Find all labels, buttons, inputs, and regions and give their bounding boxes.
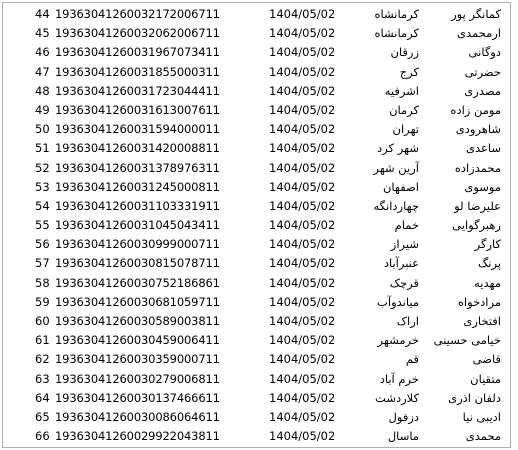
tracking-code: 19363041260031855000311: [55, 64, 220, 79]
person-name: متقیان: [470, 371, 501, 386]
tracking-code: 19363041260031103331911: [55, 198, 220, 213]
row-date: 1404/05/02: [269, 160, 336, 175]
row-number: 66: [35, 429, 50, 444]
person-name: مهدیه: [474, 275, 501, 290]
tracking-code: 19363041260031420008811: [55, 141, 220, 156]
tracking-code: 19363041260032172006711: [55, 7, 220, 21]
row-number: 54: [35, 198, 50, 213]
row-number: 60: [35, 314, 50, 328]
table-row: [3, 350, 510, 369]
row-date: 1404/05/02: [269, 45, 336, 60]
row-date: 1404/05/02: [269, 64, 336, 79]
row-date: 1404/05/02: [269, 275, 336, 290]
person-name: خیامی حسینی: [433, 333, 501, 348]
person-name: قاضی: [472, 352, 501, 367]
row-number: 61: [35, 333, 50, 348]
table-row: [3, 235, 510, 254]
person-name: ساعدی: [465, 141, 501, 156]
row-date: 1404/05/02: [269, 294, 336, 309]
city-name: تهران: [392, 122, 419, 137]
row-date: 1404/05/02: [269, 198, 336, 213]
row-number: 51: [35, 141, 50, 156]
row-number: 45: [35, 26, 50, 41]
row-date: 1404/05/02: [269, 237, 336, 252]
tracking-code: 19363041260031045043411: [55, 218, 220, 233]
city-name: کرمانشاه: [374, 26, 419, 41]
city-name: چهاردانگه: [373, 198, 419, 213]
person-name: موسوی: [464, 179, 501, 194]
tracking-code: 19363041260031594000011: [55, 122, 220, 137]
tracking-code: 19363041260030752186861: [55, 275, 220, 290]
row-number: 48: [35, 83, 50, 98]
row-date: 1404/05/02: [269, 314, 336, 328]
city-name: اراک: [396, 314, 419, 328]
person-name: پرنگ: [477, 256, 501, 271]
row-date: 1404/05/02: [269, 141, 336, 156]
city-name: میاندوآب: [377, 294, 419, 309]
table-row: [3, 159, 510, 178]
table-row: [3, 178, 510, 197]
city-name: خرمشهر: [377, 333, 419, 348]
row-number: 50: [35, 122, 50, 137]
table-row: [3, 331, 510, 350]
table-row: [3, 63, 510, 82]
city-name: خرم آباد: [379, 371, 419, 386]
table-row: [3, 312, 510, 331]
row-date: 1404/05/02: [269, 333, 336, 348]
row-date: 1404/05/02: [269, 390, 336, 405]
row-date: 1404/05/02: [269, 26, 336, 41]
tracking-code: 19363041260030681059711: [55, 294, 220, 309]
person-name: دوگانی: [468, 45, 501, 60]
city-name: دزفول: [388, 409, 419, 424]
table-row: [3, 197, 510, 216]
city-name: اصفهان: [382, 179, 419, 194]
city-name: قم: [405, 352, 419, 367]
row-number: 47: [35, 64, 50, 79]
tracking-code: 19363041260030999000711: [55, 237, 220, 252]
person-name: ارمحمدی: [456, 26, 501, 41]
city-name: ماسال: [387, 429, 419, 444]
city-name: قرچک: [389, 275, 419, 290]
row-date: 1404/05/02: [269, 122, 336, 137]
table-row: [3, 370, 510, 389]
person-name: مصدری: [464, 83, 501, 98]
person-name: علیرضا لو: [454, 198, 501, 213]
table-row: [3, 101, 510, 120]
row-number: 65: [35, 409, 50, 424]
row-date: 1404/05/02: [269, 256, 336, 271]
row-number: 53: [35, 179, 50, 194]
table-row: [3, 408, 510, 427]
table-body: [3, 5, 510, 446]
row-number: 63: [35, 371, 50, 386]
row-date: 1404/05/02: [269, 83, 336, 98]
table-row: [3, 216, 510, 235]
row-number: 49: [35, 102, 50, 117]
row-date: 1404/05/02: [269, 179, 336, 194]
city-name: عنبرآباد: [383, 256, 419, 271]
table-row: [3, 139, 510, 158]
tracking-code: 19363041260030279006811: [55, 371, 220, 386]
table-row: [3, 5, 510, 24]
tracking-code: 19363041260029922043811: [55, 429, 220, 444]
row-number: 58: [35, 275, 50, 290]
person-name: دلفان اذری: [448, 390, 501, 405]
person-name: کمانگر پور: [451, 7, 501, 21]
row-date: 1404/05/02: [269, 429, 336, 444]
city-name: اشرفیه: [384, 83, 419, 98]
row-date: 1404/05/02: [269, 409, 336, 424]
city-name: شیراز: [390, 237, 419, 252]
row-number: 44: [35, 7, 50, 21]
tracking-code: 19363041260031967073411: [55, 45, 220, 60]
tracking-code: 19363041260030589003811: [55, 314, 220, 328]
tracking-code: 19363041260030359000711: [55, 352, 220, 367]
row-number: 62: [35, 352, 50, 367]
tracking-code: 19363041260030137466611: [55, 390, 220, 405]
person-name: رهبرگوایی: [452, 218, 501, 233]
person-name: ادیبی نیا: [462, 409, 501, 424]
city-name: زرقان: [390, 45, 419, 60]
city-name: آرین شهر: [373, 160, 419, 175]
tracking-code: 19363041260032062006711: [55, 26, 220, 41]
row-number: 46: [35, 45, 50, 60]
city-name: کرج: [399, 64, 419, 79]
table-row: [3, 389, 510, 408]
person-name: محمدزاده: [454, 160, 501, 175]
city-name: کلاردشت: [375, 390, 419, 405]
table-row: [3, 274, 510, 293]
tracking-code: 19363041260030815078711: [55, 256, 220, 271]
row-date: 1404/05/02: [269, 102, 336, 117]
tracking-code: 19363041260031245000811: [55, 179, 220, 194]
tracking-code: 19363041260030086064611: [55, 409, 220, 424]
tracking-code: 19363041260031378976311: [55, 160, 220, 175]
person-name: افتخاری: [463, 314, 501, 328]
table-row: [3, 427, 510, 446]
city-name: کرمانشاه: [374, 7, 419, 21]
person-name: مرادخواه: [457, 294, 501, 309]
row-number: 55: [35, 218, 50, 233]
records-table: [2, 2, 511, 448]
row-date: 1404/05/02: [269, 218, 336, 233]
tracking-code: 19363041260031723044411: [55, 83, 220, 98]
row-date: 1404/05/02: [269, 371, 336, 386]
person-name: شاهرودی: [455, 122, 501, 137]
table-row: [3, 254, 510, 273]
table-row: [3, 120, 510, 139]
tracking-code: 19363041260030459006411: [55, 333, 220, 348]
person-name: مومن زاده: [450, 102, 501, 117]
row-number: 64: [35, 390, 50, 405]
row-number: 59: [35, 294, 50, 309]
table-row: [3, 24, 510, 43]
row-number: 52: [35, 160, 50, 175]
row-number: 57: [35, 256, 50, 271]
city-name: خمام: [394, 218, 419, 233]
row-date: 1404/05/02: [269, 7, 336, 21]
table-row: [3, 43, 510, 62]
person-name: حضرتی: [464, 64, 501, 79]
person-name: کارگر: [474, 237, 501, 252]
person-name: محمدی: [465, 429, 501, 444]
city-name: شهر کرد: [377, 141, 419, 156]
city-name: کرمان: [389, 102, 419, 117]
tracking-code: 19363041260031613007611: [55, 102, 220, 117]
row-number: 56: [35, 237, 50, 252]
row-date: 1404/05/02: [269, 352, 336, 367]
table-row: [3, 293, 510, 312]
table-row: [3, 82, 510, 101]
